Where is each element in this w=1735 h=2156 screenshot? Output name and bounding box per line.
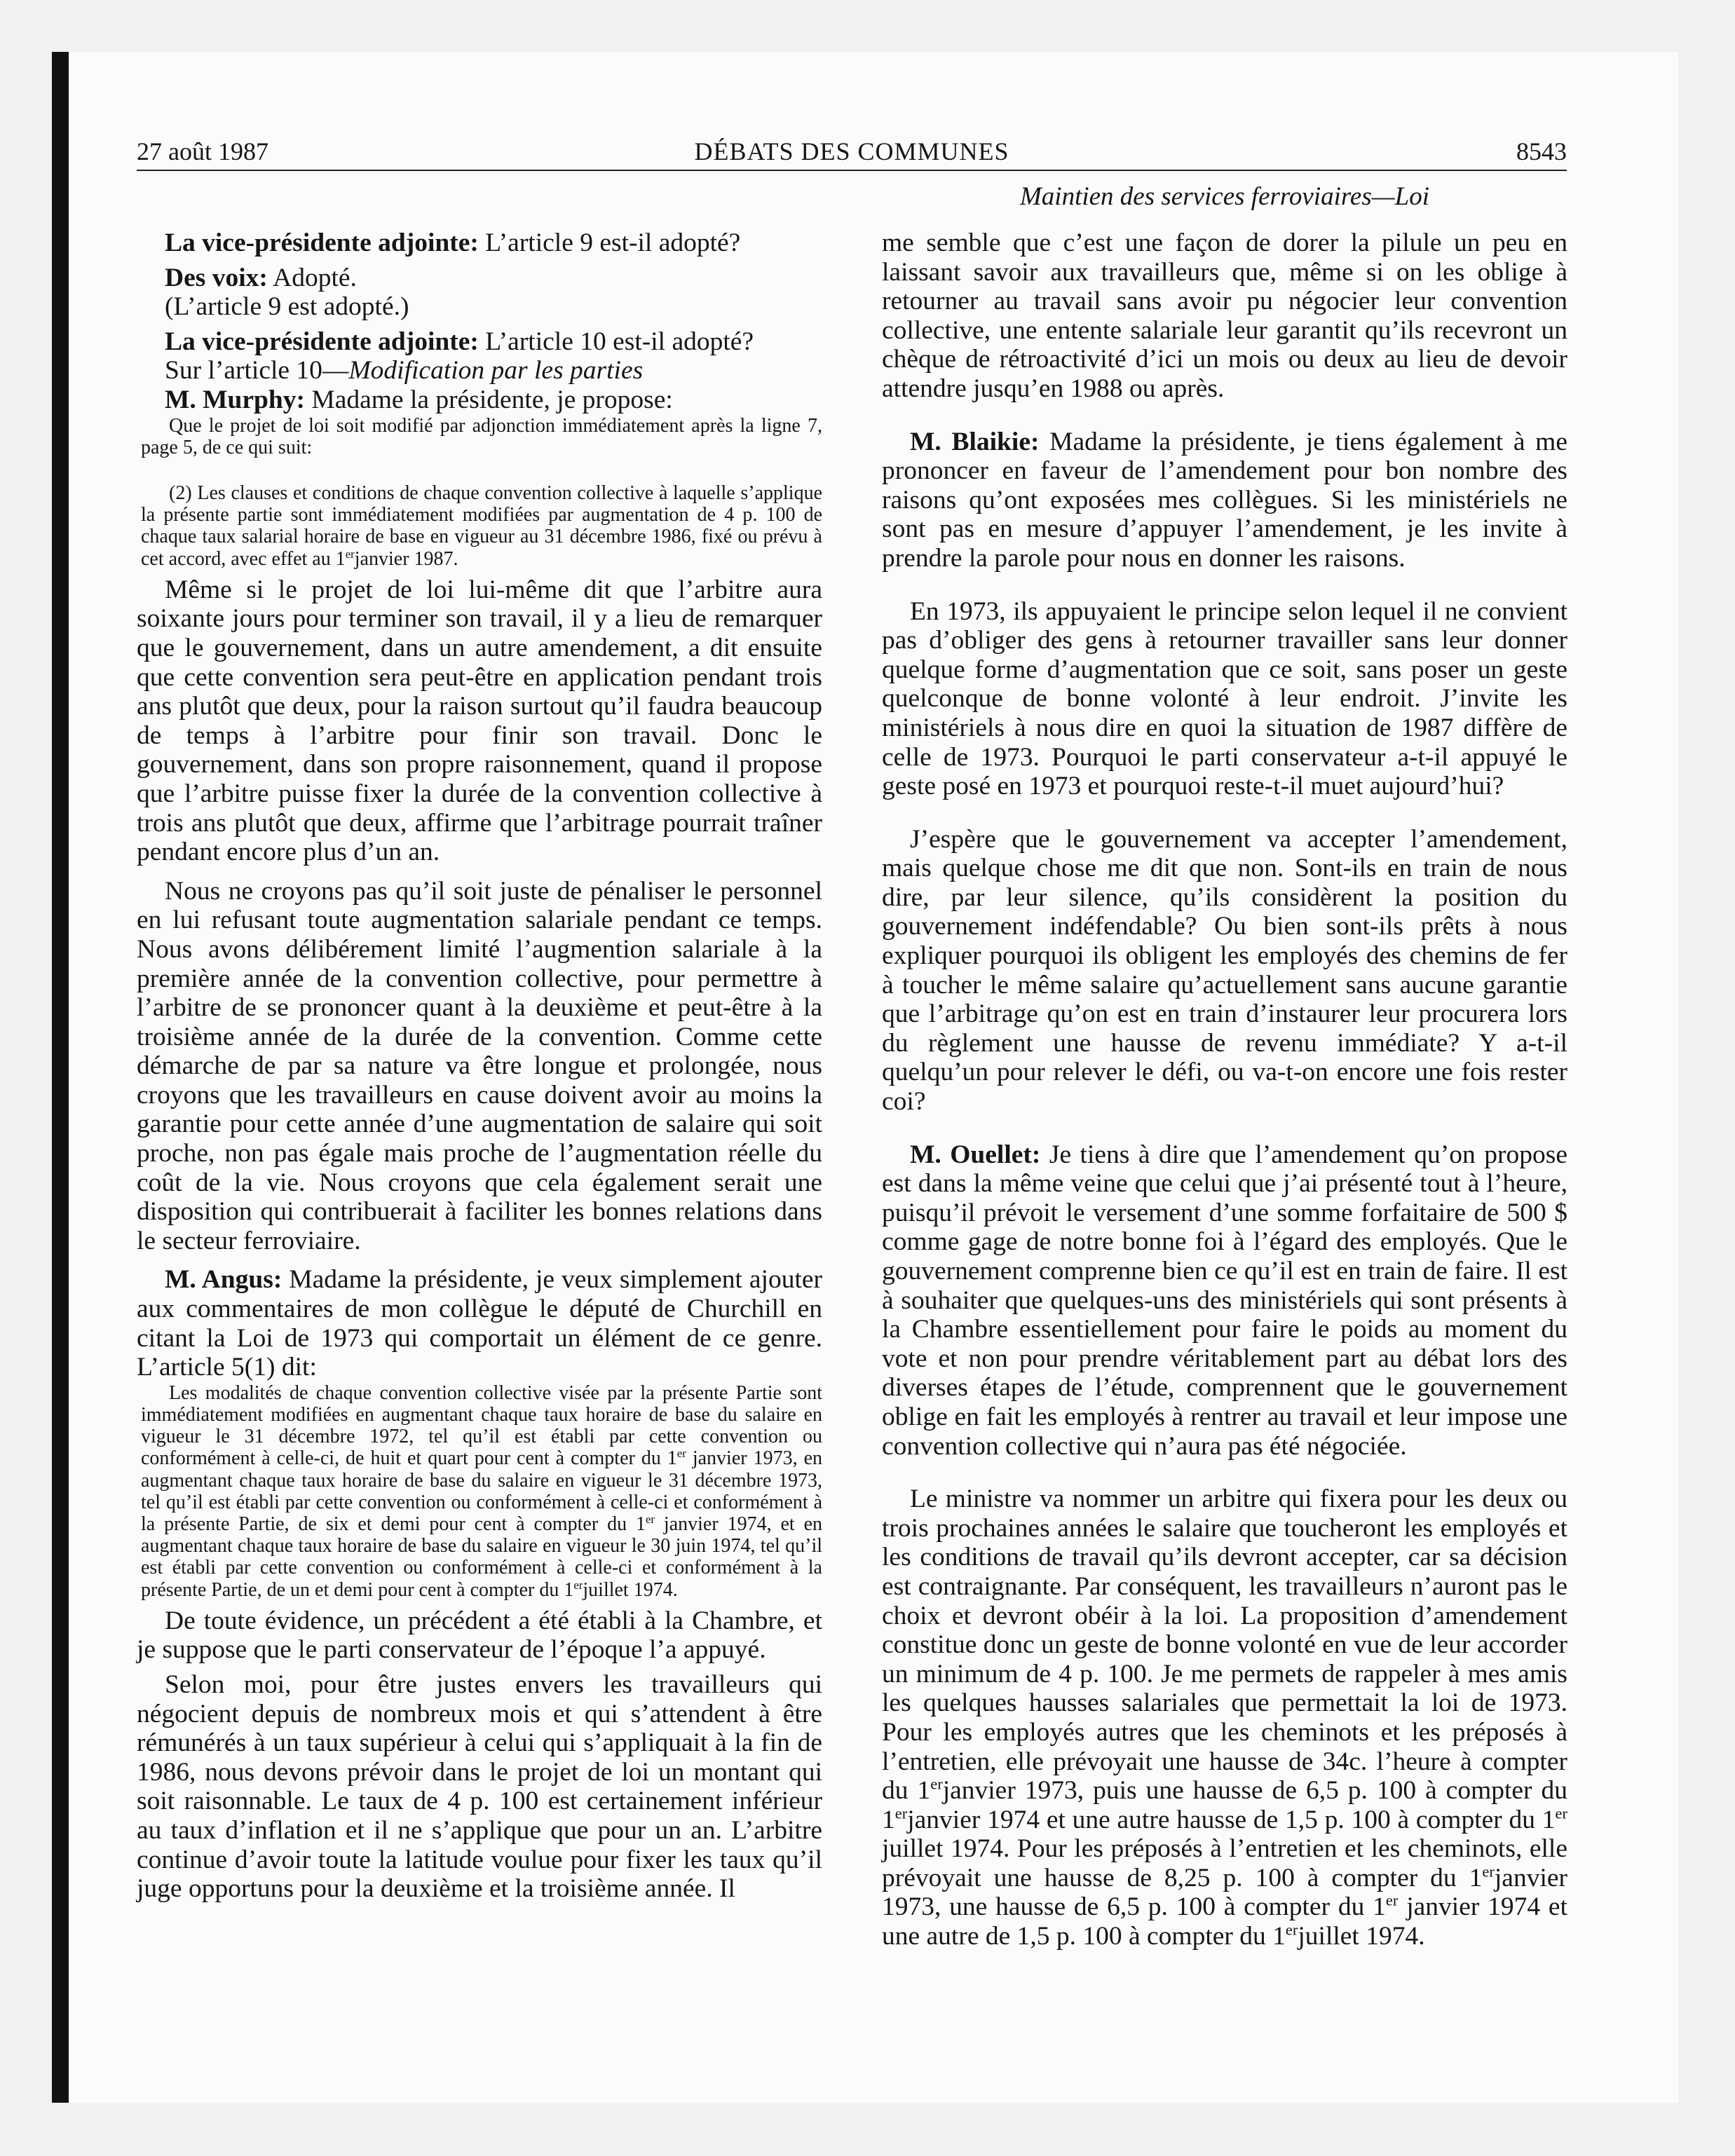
running-subheader: Maintien des services ferroviaires—Loi <box>1019 182 1430 211</box>
speaker-line <box>137 228 822 258</box>
speech-text: Madame la présidente, je tiens également à me prononcer en faveur de l’amendement pour bon nombre des raisons qu’ont exposées mes collègues. Si les ministériels ne sont pas en mesure d’appuyer l’amendement, je les invite à prendre la parole pour nous en donner les raisons. <box>882 427 1567 573</box>
speaker-paragraph <box>882 1140 1567 1461</box>
speaker-line <box>137 386 822 415</box>
speaker-name: M. Blaikie: <box>910 427 1040 456</box>
speaker-line <box>137 264 822 293</box>
paragraph: Nous ne croyons pas qu’il soit juste de pénaliser le personnel en lui refusant toute augmentation salariale pendant ce temps. Nous avons délibérement limité l’augmention salariale à la première année de la convention collective, pour permettre à l’arbitre de se prononcer quant à la deuxième et peut-être à la troisième année de la durée de la convention. Comme cette démarche de par sa nature va être longue et prolongée, nous croyons que les travailleurs en cause doivent avoir au moins la garantie pour cette année d’une augmentation de salaire qui soit proche, non pas égale mais proche de l’augmentation réelle du coût de la vie. Nous croyons que cela également serait une disposition qui contribuerait à faciliter les bonnes relations dans le secteur ferroviaire. <box>137 876 822 1255</box>
speaker-line <box>137 327 822 357</box>
speech-text: L’article 9 est-il adopté? <box>478 228 741 257</box>
speech-text: Adopté. <box>267 263 357 292</box>
header-page-number: 8543 <box>1516 137 1567 165</box>
header-title: DÉBATS DES COMMUNES <box>694 137 1009 165</box>
speaker-name: Des voix: <box>165 263 268 292</box>
speaker-name: M. Ouellet: <box>910 1140 1041 1169</box>
paragraph: De toute évidence, un précédent a été établi à la Chambre, et je suppose que le parti conservateur de l’époque l’a appuyé. <box>137 1606 822 1665</box>
paragraph: En 1973, ils appuyaient le principe selon lequel il ne convient pas d’obliger des gens à retourner travailler sans leur donner quelque forme d’augmentation que ce soit, sans poser un geste quelconque de bonne volonté à leur endroit. J’invite les ministériels à nous dire en quoi la situation de 1987 diffère de celle de 1973. Pourquoi le parti conservateur a-t-il appuyé le geste posé en 1973 et pourquoi reste-t-il muet aujourd’hui? <box>882 596 1567 801</box>
paragraph: me semble que c’est une façon de dorer la pilule un peu en laissant savoir aux travailleurs que, même si on les oblige à retourner au travail sans avoir pu négocier leur convention collective, une entente salariale leur garantit qu’ils recevront un chèque de rétroactivité d’ici un mois ou deux au lieu de devoir attendre jusqu’en 1988 ou après. <box>882 228 1567 403</box>
clause-heading <box>137 356 822 386</box>
header-rule <box>137 170 1567 171</box>
right-column <box>882 228 1567 1951</box>
procedural-note: (L’article 9 est adopté.) <box>165 292 409 322</box>
motion-quote: Que le projet de loi soit modifié par adjonction immédiatement après la ligne 7, page 5, de ce qui suit: <box>141 414 822 458</box>
speech-text: Je tiens à dire que l’amendement qu’on propose est dans la même veine que celui que j’ai présenté tout à l’heure, puisqu’il prévoit le versement d’une somme forfaitaire de 500 $ comme gage de notre bonne foi à l’égard des employés. Que le gouvernement comprenne bien ce qu’il est en train de faire. Il est à souhaiter que quelques-uns des ministériels qui sont présents à la Chambre essentiellement pour faire le poids au moment du vote et non pour prendre véritablement part au débat lors des diverses étapes de l’étude, comprennent que le gouvernement oblige en fait les employés à rentrer au travail et leur impose une convention collective qui n’aura pas été négociée. <box>882 1140 1567 1461</box>
paragraph: Le ministre va nommer un arbitre qui fixera pour les deux ou trois prochaines années le salaire que toucheront les employés et les conditions de travail qu’ils devront accepter, car sa décision est contraignante. Par conséquent, les travailleurs n’auront pas le choix et devront obéir à la loi. La proposition d’amendement constitue donc un geste de bonne volonté en vue de leur accorder un minimum de 4 p. 100. Je me permets de rappeler à mes amis les quelques hausses salariales que permettait la loi de 1973. Pour les employés autres que les cheminots et les préposés à l’entretien, elle prévoyait une hausse de 34c. l’heure à compter du 1erjanvier 1973, puis une hausse de 6,5 p. 100 à compter du 1erjanvier 1974 et une autre hausse de 1,5 p. 100 à compter du 1er juillet 1974. Pour les préposés à l’entretien et les cheminots, elle prévoyait une hausse de 8,25 p. 100 à compter du 1erjanvier 1973, une hausse de 6,5 p. 100 à compter du 1er janvier 1974 et une autre de 1,5 p. 100 à compter du 1erjuillet 1974. <box>882 1485 1568 1951</box>
scan-edge-bar <box>52 52 69 2103</box>
paragraph: Même si le projet de loi lui-même dit que l’arbitre aura soixante jours pour terminer son travail, il y a lieu de remarquer que le gouvernement, dans un autre amendement, a dit ensuite que cette convention sera peut-être en application pendant trois ans plutôt que deux, pour la raison surtout qu’il faudra beaucoup de temps à l’arbitre pour finir son travail. Donc le gouvernement, dans son propre raisonnement, quand il propose que l’arbitre puisse fixer la durée de la convention collective à trois ans plutôt que deux, affirme que l’arbitrage pourrait traîner pendant encore plus d’un an. <box>137 575 822 867</box>
speaker-name: La vice-présidente adjointe: <box>165 228 479 257</box>
page-header <box>137 132 1567 171</box>
speech-text: Madame la présidente, je propose: <box>305 385 673 414</box>
paragraph: J’espère que le gouvernement va accepter l’amendement, mais quelque chose me dit que non. Sont-ils en train de nous dire, par leur silence, qu’ils considèrent la position du gouvernement indéfendable? Ou bien sont-ils prêts à nous expliquer pourquoi ils obligent les employés des chemins de fer à toucher le même salaire qu’actuellement sans aucune garantie que l’arbitrage qu’on est en train d’instaurer leur procurera lors du règlement une hausse de revenu immédiate? Y a-t-il quelqu’un pour relever le défi, ou va-t-on encore une fois rester coi? <box>882 824 1567 1117</box>
clause-heading-prefix: Sur l’article 10— <box>165 356 349 386</box>
speech-text: Madame la présidente, je veux simplement ajouter aux commentaires de mon collègue le député de Churchill en citant la Loi de 1973 qui comportait un élément de ce genre. L’article 5(1) dit: <box>137 1265 822 1382</box>
paragraph: Selon moi, pour être justes envers les travailleurs qui négocient depuis de nombreux mois et qui s’attendent à être rémunérés à un taux supérieur à celui qui s’appliquait à la fin de 1986, nous devons prévoir dans le projet de loi un montant qui soit raisonnable. Le taux de 4 p. 100 est certainement inférieur au taux d’inflation et il ne s’applique que pour un an. L’arbitre continue d’avoir toute la latitude voulue pour fixer les taux qu’il juge opportuns pour la deuxième et la troisième année. Il <box>137 1670 822 1904</box>
header-date: 27 août 1987 <box>137 137 268 165</box>
speech-text: L’article 10 est-il adopté? <box>478 327 754 356</box>
left-column <box>137 228 822 1904</box>
speaker-name: La vice-présidente adjointe: <box>165 327 479 356</box>
speaker-paragraph <box>137 1265 822 1381</box>
amendment-quote: (2) Les clauses et conditions de chaque convention collective à laquelle s’applique la présente partie sont immédiatement modifiées par augmentation de 4 p. 100 de chaque taux salarial horaire de base en vigueur au 31 décembre 1986, fixé ou prévu à cet accord, avec effet au 1erjanvier 1987. <box>141 482 822 570</box>
speaker-paragraph <box>882 428 1567 573</box>
speaker-name: M. Angus: <box>165 1265 283 1295</box>
clause-heading-title: Modification par les parties <box>348 356 644 386</box>
law-quote: Les modalités de chaque convention collective visée par la présente Partie sont immédiatement modifiées en augmentant chaque taux horaire de base du salaire en vigueur le 31 décembre 1972, tel qu’il est établi par cette convention ou conformément à celle-ci, de huit et quart pour cent à compter du 1er janvier 1973, en augmentant chaque taux horaire de base du salaire en vigueur le 31 décembre 1973, tel qu’il est établi par cette convention ou conformément à celle-ci et conformément à la présente Partie, de six et demi pour cent à compter du 1er janvier 1974, et en augmentant chaque taux horaire de base du salaire en vigueur le 30 juin 1974, tel qu’il est établi par cette convention ou conformément à celle-ci et conformément à la présente Partie, de un et demi pour cent à compter du 1erjuillet 1974. <box>141 1381 822 1601</box>
speaker-name: M. Murphy: <box>165 385 305 414</box>
